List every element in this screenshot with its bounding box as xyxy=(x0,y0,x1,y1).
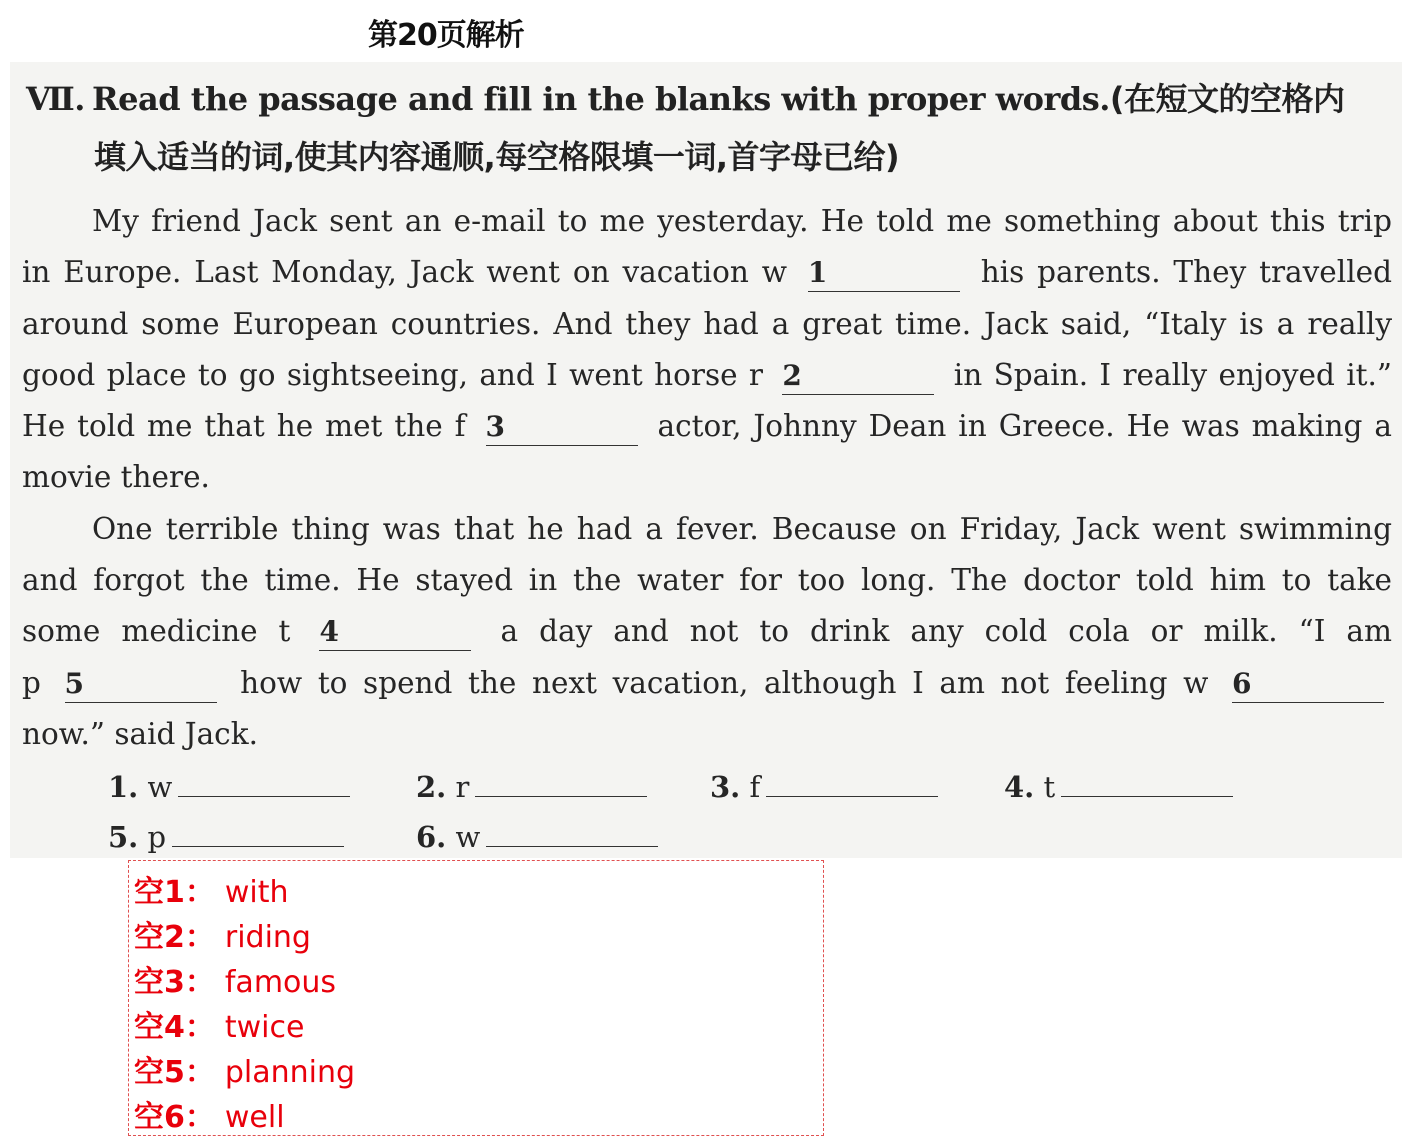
slot-letter: p xyxy=(147,820,167,854)
slot-line xyxy=(1061,770,1233,797)
passage-text: actor, Johnny Dean in Greece. He was making a xyxy=(657,409,1392,444)
answer-slot xyxy=(416,820,658,854)
answer-label: 空5： xyxy=(134,1055,215,1090)
passage-line xyxy=(22,606,1392,657)
passage-line: movie there. xyxy=(22,460,210,495)
answer-key-item xyxy=(134,912,311,956)
answer-key-item xyxy=(134,867,289,911)
answer-label: 空4： xyxy=(134,1010,215,1045)
answer-slot xyxy=(108,820,344,854)
slot-line xyxy=(178,770,350,797)
slot-letter: t xyxy=(1043,770,1056,804)
slot-line xyxy=(486,820,658,847)
slot-line xyxy=(172,820,344,847)
slot-number: 3. xyxy=(710,770,741,804)
answer-slot xyxy=(416,770,647,804)
answer-key-item xyxy=(134,1047,355,1091)
heading-english: Read the passage and fill in the blanks with proper words. xyxy=(92,80,1110,118)
slot-letter: r xyxy=(455,770,470,804)
slot-number: 4. xyxy=(1004,770,1035,804)
answer-slot xyxy=(1004,770,1233,804)
passage-text: He told me that he met the f xyxy=(22,409,466,444)
answer-slot xyxy=(710,770,938,804)
slot-number: 6. xyxy=(416,820,447,854)
passage-line xyxy=(22,350,1392,401)
passage-line xyxy=(22,401,1392,452)
answer-label: 空3： xyxy=(134,965,215,1000)
slot-line xyxy=(475,770,647,797)
answer-value: planning xyxy=(224,1055,356,1090)
passage-text: good place to go sightseeing, and I went horse r xyxy=(22,357,764,392)
slot-letter: w xyxy=(147,770,173,804)
passage xyxy=(22,196,1392,760)
blank-1: 1 xyxy=(808,255,960,292)
blank-3: 3 xyxy=(486,409,638,446)
passage-text: some medicine t xyxy=(22,614,291,649)
exercise-number: Ⅶ. xyxy=(26,80,85,118)
answer-label: 空1： xyxy=(134,875,215,910)
answer-value: famous xyxy=(224,965,337,1000)
answer-value: with xyxy=(224,875,289,910)
passage-line xyxy=(22,247,1392,298)
passage-text: p xyxy=(22,665,41,700)
passage-text: his parents. They travelled xyxy=(980,255,1392,290)
answer-label: 空2： xyxy=(134,920,215,955)
slot-letter: f xyxy=(749,770,761,804)
exercise-heading xyxy=(26,70,1396,186)
answer-key-box xyxy=(128,860,824,1136)
passage-line: around some European countries. And they had a great time. Jack said, “Italy is a really xyxy=(22,306,1392,341)
slot-number: 2. xyxy=(416,770,447,804)
heading-chinese-2: 填入适当的词,使其内容通顺,每空格限填一词,首字母已给) xyxy=(94,138,900,176)
answer-value: twice xyxy=(224,1010,305,1045)
passage-line: and forgot the time. He stayed in the water for too long. The doctor told him to take xyxy=(22,563,1392,598)
slot-line xyxy=(766,770,938,797)
passage-line xyxy=(22,658,1392,709)
blank-2: 2 xyxy=(782,358,934,395)
answer-key-item xyxy=(134,1002,304,1046)
heading-chinese-1: (在短文的空格内 xyxy=(1109,80,1345,118)
passage-line: My friend Jack sent an e-mail to me yesterday. He told me something about this trip xyxy=(92,204,1392,238)
passage-text: in Spain. I really enjoyed it.” xyxy=(953,357,1392,392)
answer-key-item xyxy=(134,957,336,1001)
passage-text: a day and not to drink any cold cola or milk. “I am xyxy=(500,614,1392,649)
slot-number: 1. xyxy=(108,770,139,804)
answer-slot xyxy=(108,770,350,804)
blank-5: 5 xyxy=(65,666,217,703)
answer-key-item xyxy=(134,1092,285,1136)
slot-number: 5. xyxy=(108,820,139,854)
page-title: 第20页解析 xyxy=(368,18,524,53)
passage-line: One terrible thing was that he had a fever. Because on Friday, Jack went swimming xyxy=(92,511,1392,546)
passage-line: now.” said Jack. xyxy=(22,716,258,751)
blank-4: 4 xyxy=(319,614,471,651)
blank-6: 6 xyxy=(1232,666,1384,703)
answer-value: well xyxy=(224,1100,285,1135)
slot-letter: w xyxy=(455,820,481,854)
answer-value: riding xyxy=(224,920,311,955)
passage-text: how to spend the next vacation, although I am not feeling w xyxy=(240,665,1209,700)
passage-text: in Europe. Last Monday, Jack went on vacation w xyxy=(22,255,787,290)
answer-label: 空6： xyxy=(134,1100,215,1135)
